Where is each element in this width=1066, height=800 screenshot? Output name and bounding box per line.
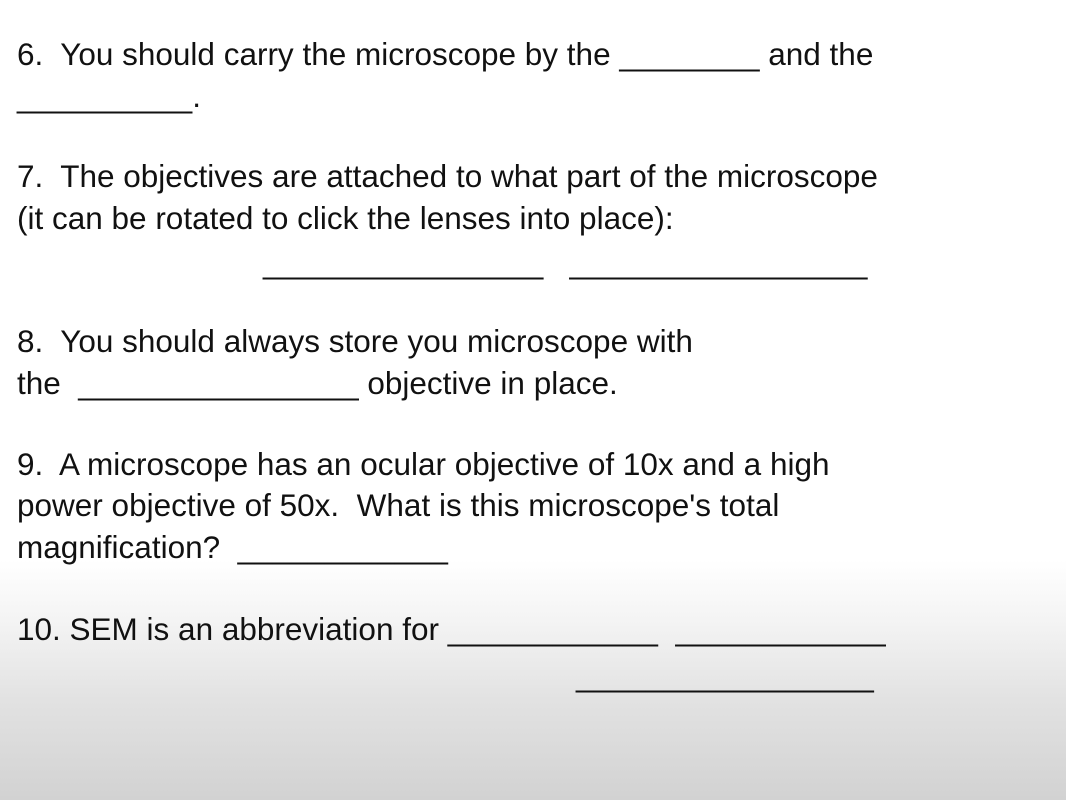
question-6-line-1: 6. You should carry the microscope by the ________ and the [17,36,874,72]
question-10-line-1: 10. SEM is an abbreviation for ____________ ____________ [17,611,886,647]
question-8-line-1: 8. You should always store you microscope with [17,323,693,359]
question-7-answer-blanks: ________________ _________________ [263,244,868,280]
question-7-line-1: 7. The objectives are attached to what part of the microscope [17,158,878,194]
question-9-line-1: 9. A microscope has an ocular objective of 10x and a high [17,446,830,482]
question-9-line-3: magnification? ____________ [17,529,448,565]
question-6-line-2: __________. [17,78,201,114]
question-10-answer-blank: _________________ [576,657,874,693]
question-7-line-2: (it can be rotated to click the lenses into place): [17,200,674,236]
question-9-line-2: power objective of 50x. What is this microscope's total [17,487,780,523]
question-8-line-2: the ________________ objective in place. [17,365,618,401]
